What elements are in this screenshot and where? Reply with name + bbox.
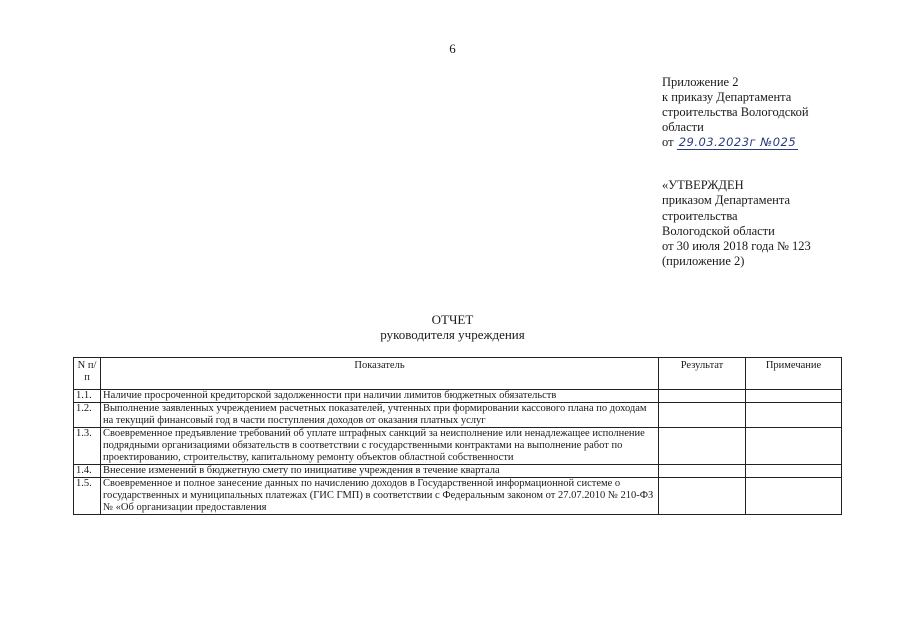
header-num: N п/п [74,358,101,390]
approved-line-3: строительства [662,208,738,223]
header-indicator: Показатель [101,358,659,390]
report-title: ОТЧЕТ [431,312,474,327]
appendix-line-2: к приказу Департамента [662,90,792,104]
header-note: Примечание [746,358,842,390]
row-indicator: Наличие просроченной кредиторской задолженности при наличии лимитов бюджетных обязательств [101,390,659,403]
row-note [746,403,842,428]
table-row [74,465,842,478]
row-num: 1.5. [74,478,101,515]
appendix-date-line [662,135,892,150]
row-note [746,478,842,515]
row-num: 1.4. [74,465,101,478]
report-title-block [0,312,905,342]
row-indicator: Своевременное предъявление требований об уплате штрафных санкций за неисполнение или ненадлежащее исполнение подрядными организациями обязательств в соответствии с государственными контрактами на выполнение работ по проектированию, строительству, капитальному ремонту объектов областной собственности [101,428,659,465]
approved-line-4: Вологодской области [662,223,775,238]
row-num: 1.3. [74,428,101,465]
row-indicator: Выполнение заявленных учреждением расчетных показателей, учтенных при формировании кассового плана по доходам на текущий финансовый год в части поступления доходов от оказания платных услуг [101,403,659,428]
table-row [74,403,842,428]
approved-block [662,178,892,270]
appendix-block [662,75,892,150]
row-indicator: Своевременное и полное занесение данных по начислению доходов в Государственной информационной системе о государственных и муниципальных платежах (ГИС ГМП) в соответствии с Федеральным законом от 27.07.2010 № 210-ФЗ № «Об организации предоставления [101,478,659,515]
row-note [746,465,842,478]
row-num: 1.2. [74,403,101,428]
page-number: 6 [449,41,456,56]
header-result: Результат [659,358,746,390]
row-result [659,390,746,403]
row-result [659,465,746,478]
report-table [73,357,842,515]
appendix-line-4: области [662,120,704,134]
table-row [74,428,842,465]
row-indicator: Внесение изменений в бюджетную смету по инициативе учреждения в течение квартала [101,465,659,478]
appendix-date-prefix: от [662,135,674,149]
row-note [746,390,842,403]
table-row [74,390,842,403]
handwritten-order-date: 29.03.2023г №025 [678,135,797,149]
approved-line-2: приказом Департамента [662,193,790,208]
row-num: 1.1. [74,390,101,403]
row-result [659,403,746,428]
row-result [659,478,746,515]
appendix-line-1: Приложение 2 [662,75,739,89]
row-result [659,428,746,465]
approved-line-6: (приложение 2) [662,254,745,269]
table-row [74,478,842,515]
approved-line-1: «УТВЕРЖДЕН [662,178,744,192]
appendix-line-3: строительства Вологодской [662,105,809,119]
approved-line-5: от 30 июля 2018 года № 123 [662,239,811,254]
row-note [746,428,842,465]
table-header-row [74,358,842,390]
report-subtitle: руководителя учреждения [380,327,525,342]
